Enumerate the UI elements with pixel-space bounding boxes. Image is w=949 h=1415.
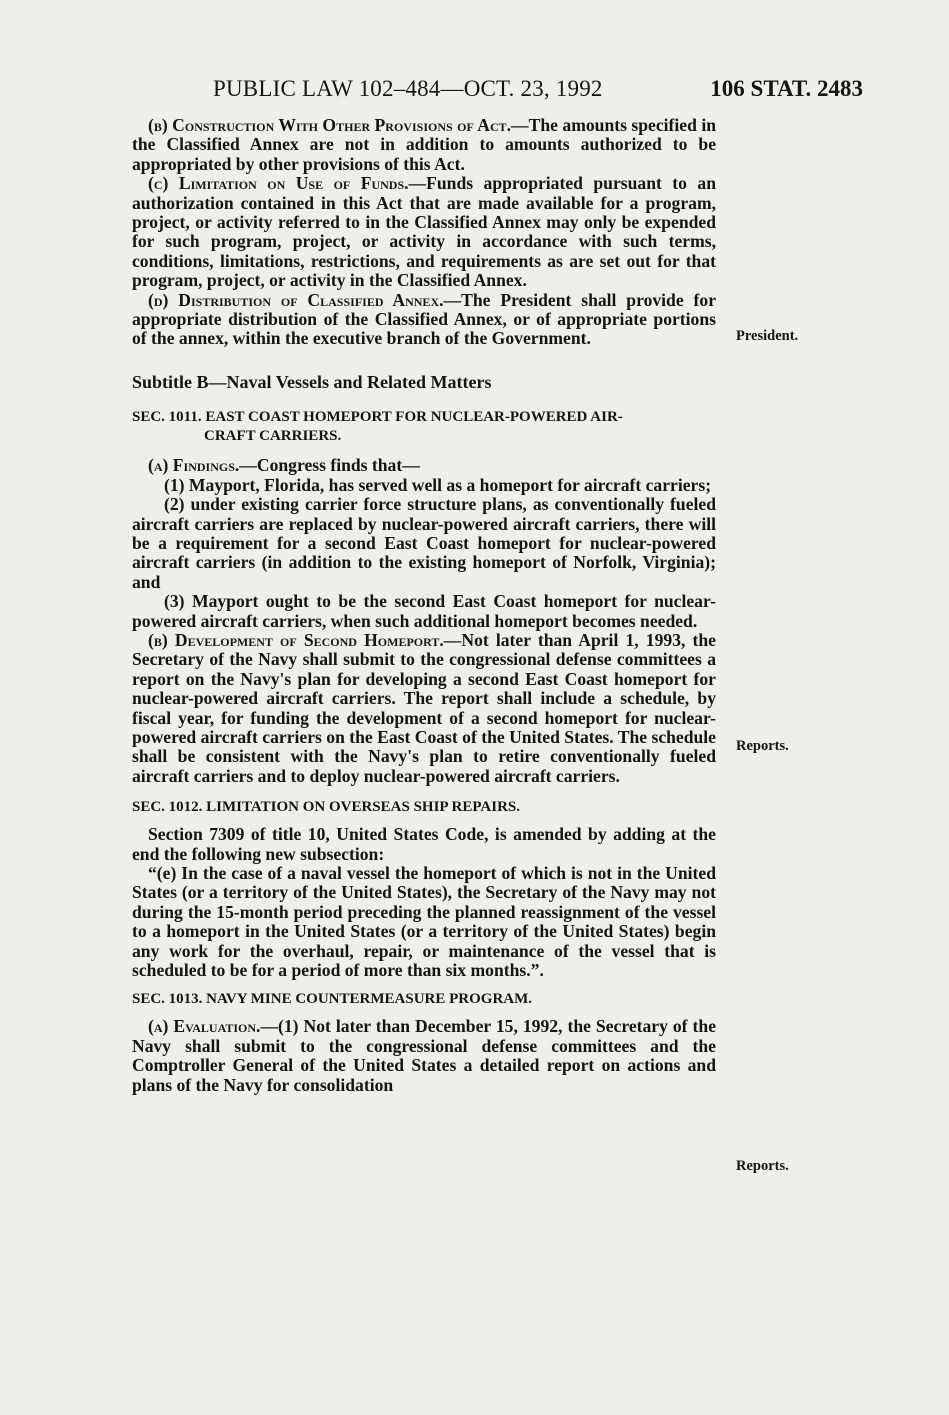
section-1011-heading (132, 408, 716, 446)
paragraph-text: —(1) Not later than December 15, 1992, the Secretary of the Navy shall submit to the congressional defense committees and the Comptroller General of the United States a detailed report on actions and plans of the Navy for consolidation (132, 1016, 717, 1095)
development-paragraph (132, 631, 716, 786)
findings-paragraph (132, 456, 716, 475)
paragraph-b (132, 116, 716, 174)
paragraph-text: —Not later than April 1, 1993, the Secretary of the Navy shall submit to the congressional defense committees a report on the Navy's plan for developing a second East Coast homeport for nuclear-powered aircraft carriers. The report shall include a schedule, by fiscal year, for funding the development of a second homeport for nuclear-powered aircraft carriers on the East Coast of the United States. The schedule shall be consistent with the Navy's plan to retire conventionally fueled aircraft carriers and to deploy nuclear-powered aircraft carriers. (132, 629, 716, 786)
paragraph-c (132, 174, 716, 290)
section-heading-line: CRAFT CARRIERS. (204, 428, 342, 445)
paragraph-text: —Congress finds that— (239, 455, 420, 476)
paragraph-heading: (d) Distribution of Classified Annex. (148, 289, 444, 310)
statute-page-number: 106 STAT. 2483 (710, 76, 863, 101)
section-1012-heading: SEC. 1012. LIMITATION ON OVERSEAS SHIP REPAIRS. (132, 799, 520, 816)
paragraph-heading: (b) Construction With Other Provisions of Act. (148, 115, 512, 135)
section-heading-line: SEC. 1011. EAST COAST HOMEPORT FOR NUCLEAR-POWERED AIR- (132, 409, 623, 426)
evaluation-paragraph (132, 1017, 716, 1095)
section-1012-intro: Section 7309 of title 10, United States Code, is amended by adding at the end the following new subsection: (132, 824, 716, 864)
paragraph-text: —The President shall provide for appropriate distribution of the Classified Annex, or of appropriate portions of the annex, within the executive branch of the Government. (132, 289, 717, 349)
paragraph-heading: (a) Evaluation. (148, 1016, 261, 1037)
finding-item-1: (1) Mayport, Florida, has served well as a homeport for aircraft carriers; (164, 474, 712, 495)
section-1012-quote: “(e) In the case of a naval vessel the homeport of which is not in the United States (or a territory of the United States), the Secretary of the Navy may not during the 15-month period preceding the planned reassignment of the vessel to a homeport in the United States (or a territory of the United States) begin any work for the overhaul, repair, or maintenance of the vessel that is scheduled to be for a period of more than six months.”. (132, 863, 716, 981)
paragraph-text: —Funds appropriated pursuant to an authorization contained in this Act that are made available for a program, project, or activity referred to in the Classified Annex may only be expended for such program, project, or activity in accordance with such terms, conditions, limitations, restrictions, and requirements as are set out for that program, project, or activity in the Classified Annex. (132, 173, 716, 291)
paragraph-heading: (a) Findings. (148, 455, 240, 476)
margin-note-reports: Reports. (736, 738, 789, 754)
finding-item-3: (3) Mayport ought to be the second East Coast homeport for nuclear-powered aircraft carriers, when such additional homeport becomes needed. (132, 591, 716, 631)
running-head-title: PUBLIC LAW 102–484—OCT. 23, 1992 (213, 76, 603, 101)
paragraph-heading: (b) Development of Second Homeport. (148, 629, 444, 650)
body-text (132, 116, 716, 1095)
section-1013-heading: SEC. 1013. NAVY MINE COUNTERMEASURE PROGRAM. (132, 991, 533, 1008)
finding-item-2: (2) under existing carrier force structure plans, as conventionally fueled aircraft carriers are replaced by nuclear-powered aircraft carriers, there will be a requirement for a second East Coast homeport for nuclear-powered aircraft carriers (in addition to the existing homeport of Norfolk, Virginia); and (132, 494, 716, 592)
subtitle-heading: Subtitle B—Naval Vessels and Related Matters (132, 371, 492, 392)
paragraph-text: —The amounts specified in the Classified Annex are not in addition to amounts authorized to be appropriated by other provisions of this Act. (132, 115, 717, 174)
page-header (118, 76, 863, 106)
paragraph-d (132, 291, 716, 349)
paragraph-heading: (c) Limitation on Use of Funds. (148, 173, 409, 194)
margin-note-president: President. (736, 328, 799, 344)
margin-note-reports: Reports. (736, 1158, 789, 1174)
